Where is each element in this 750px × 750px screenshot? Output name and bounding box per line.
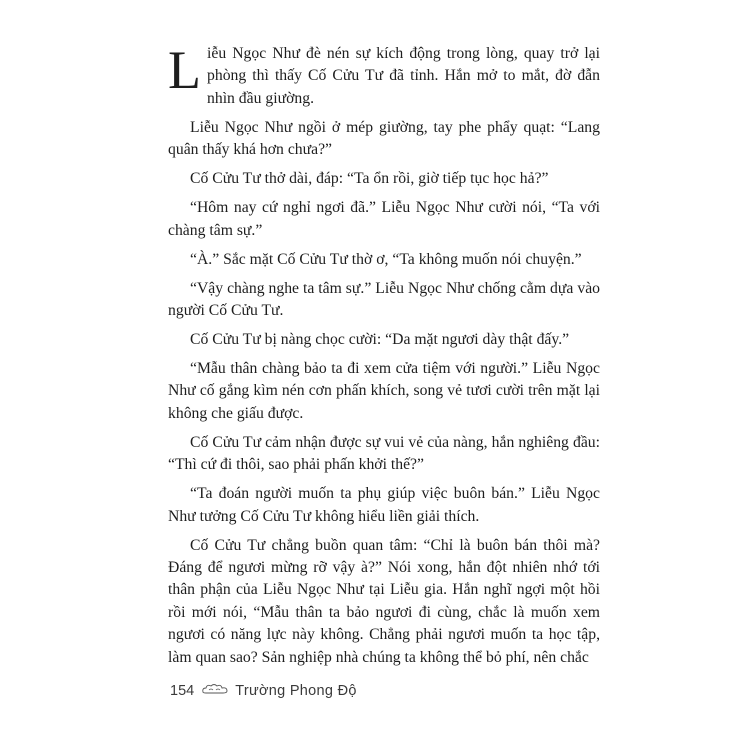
paragraph: “Mẫu thân chàng bảo ta đi xem cửa tiệm với người.” Liễu Ngọc Như cố gắng kìm nén cơn phấn khích, song vẻ tươi cười trên mặt lại không che giấu được. (168, 360, 600, 422)
drop-cap: L (168, 40, 201, 100)
paragraph: Cố Cửu Tư bị nàng chọc cười: “Da mặt ngươi dày thật đấy.” (190, 331, 570, 349)
paragraph: Cố Cửu Tư thở dài, đáp: “Ta ổn rồi, giờ tiếp tục học hả?” (190, 170, 549, 188)
paragraph: “À.” Sắc mặt Cố Cửu Tư thờ ơ, “Ta không muốn nói chuyện.” (190, 250, 582, 268)
cloud-ornament-icon (201, 683, 229, 699)
body-text (168, 40, 600, 676)
author-name: Trường Phong Độ (235, 683, 357, 699)
paragraph: Liễu Ngọc Như ngồi ở mép giường, tay phe phẩy quạt: “Lang quân thấy khá hơn chưa?” (168, 118, 600, 159)
page-number: 154 (170, 683, 195, 699)
page-footer (170, 683, 357, 699)
paragraph: Cố Cửu Tư cảm nhận được sự vui vẻ của nàng, hắn nghiêng đầu: “Thì cứ đi thôi, sao phải phấn khởi thế?” (168, 433, 600, 474)
paragraph: “Ta đoán người muốn ta phụ giúp việc buôn bán.” Liễu Ngọc Như tưởng Cố Cửu Tư không hiểu liền giải thích. (168, 485, 600, 525)
paragraph: “Vậy chàng nghe ta tâm sự.” Liễu Ngọc Như chống cằm dựa vào người Cố Cửu Tư. (168, 279, 600, 320)
paragraph: Cố Cửu Tư chẳng buồn quan tâm: “Chỉ là buôn bán thôi mà? Đáng để ngươi mừng rỡ vậy à?” Nói xong, hắn đột nhiên nhớ tới thân phận của Liễu Ngọc Như tại Liễu gia. Hắn nghĩ ngợi một hồi rồi mới nói, “Mẫu thân ta bảo ngươi đi cùng, chắc là muốn xem ngươi có năng lực này không. Chẳng phải ngươi muốn ta học tập, làm quan sao? Sản nghiệp nhà chúng ta không thể bỏ phí, nên chắc (168, 536, 600, 666)
paragraph: Liễu Ngọc Như đè nén sự kích động trong lòng, quay trở lại phòng thì thấy Cố Cửu Tư đã tỉnh. Hắn mở to mắt, đờ đẫn nhìn đầu giường. (168, 40, 600, 107)
paragraph: “Hôm nay cứ nghỉ ngơi đã.” Liễu Ngọc Như cười nói, “Ta với chàng tâm sự.” (168, 199, 600, 239)
